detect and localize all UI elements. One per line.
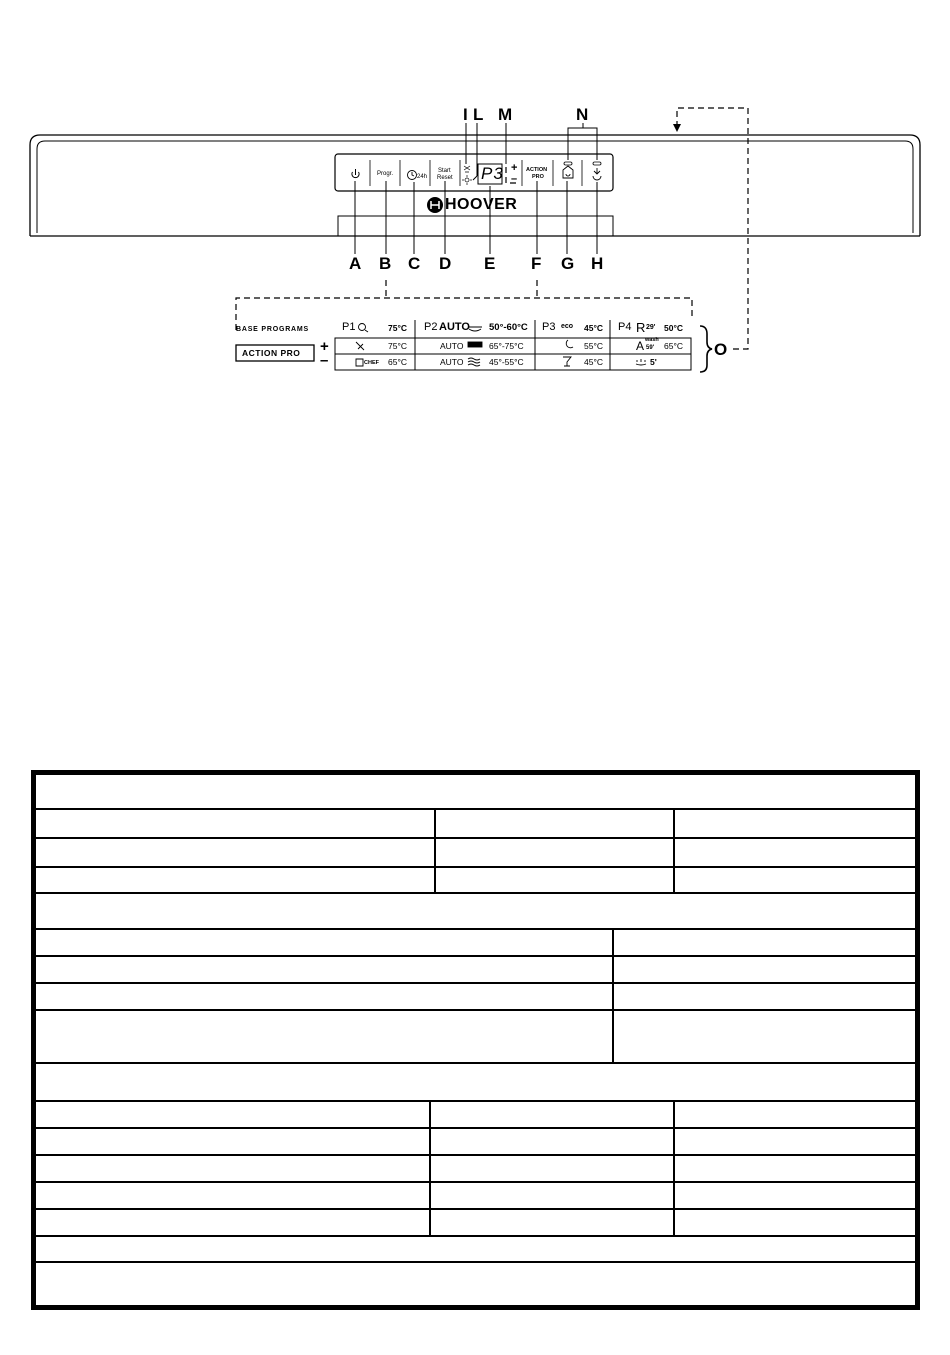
table-row	[36, 984, 915, 1011]
section-header-2	[36, 894, 915, 930]
base-programs-label: BASE PROGRAMS	[236, 326, 310, 333]
callout-O: O	[714, 340, 728, 359]
extra-dry-led	[593, 162, 601, 165]
table-row	[36, 1129, 915, 1156]
table-row	[36, 1156, 915, 1183]
dashed-brackets	[236, 105, 748, 349]
action-pro-button-label-2[interactable]: PRO	[532, 174, 544, 180]
handle-recess	[338, 216, 613, 236]
section-header-1	[36, 775, 915, 810]
start-button-label[interactable]: Start	[438, 168, 451, 174]
night-icon	[566, 340, 573, 348]
plus-button[interactable]: +	[511, 162, 518, 174]
callout-L: L	[473, 105, 484, 124]
p1-temp: 75°C	[388, 323, 407, 333]
p4-temp: 50°C	[664, 323, 683, 333]
p3-minus-temp: 45°C	[584, 357, 603, 367]
table-row	[36, 957, 915, 984]
p4-code: P4	[618, 321, 632, 333]
p4-minutes: 29'	[646, 324, 656, 331]
table-row	[36, 1102, 915, 1129]
callout-G: G	[561, 254, 575, 273]
p4-r: R	[636, 320, 646, 335]
p3-code: P3	[542, 321, 556, 333]
hoover-logo-icon	[427, 197, 443, 213]
rinse-aid-indicator-icon	[462, 175, 472, 185]
leader-lines	[355, 123, 597, 254]
p2-auto: AUTO	[439, 321, 470, 333]
half-load-led	[564, 162, 572, 165]
reset-button-label[interactable]: Reset	[437, 175, 453, 181]
table-row	[36, 1237, 915, 1263]
display-value: P3	[481, 164, 504, 183]
table-row	[36, 1011, 915, 1064]
callout-N: N	[576, 105, 589, 124]
data-sheet-table	[31, 770, 920, 1310]
p4-plus-temp: 65°C	[664, 341, 683, 351]
p2-plus-temp: 65°-75°C	[489, 341, 524, 351]
salt-indicator-icon	[464, 166, 470, 172]
action-pro-table-label: ACTION PRO	[242, 348, 301, 358]
callout-M: M	[498, 105, 513, 124]
section-header-3	[36, 1064, 915, 1102]
plate-icon	[468, 327, 482, 331]
callout-A: A	[349, 254, 362, 273]
p1-minus-chef: CHEF	[364, 360, 379, 366]
p2-minus-auto: AUTO	[440, 357, 464, 367]
callout-D: D	[439, 254, 452, 273]
arrow-head	[673, 124, 681, 132]
delicate-icon	[468, 358, 480, 366]
delay-clock-icon[interactable]	[408, 171, 417, 180]
table-row	[36, 1210, 915, 1237]
power-icon[interactable]	[352, 169, 359, 178]
callout-F: F	[531, 254, 542, 273]
brand-name: HOOVER	[445, 196, 518, 213]
table-row	[36, 1183, 915, 1210]
p1-plus-temp: 75°C	[388, 341, 407, 351]
callout-E: E	[484, 254, 496, 273]
callout-I: I	[463, 105, 468, 124]
callout-B: B	[379, 254, 392, 273]
heavy-dish-icon	[468, 342, 482, 347]
table-row	[36, 930, 915, 957]
delay-button-label[interactable]: 24h	[417, 174, 428, 180]
p3-eco: eco	[561, 323, 574, 330]
p2-code: P2	[424, 321, 438, 333]
p3-temp: 45°C	[584, 323, 603, 333]
prewash-icon	[636, 359, 646, 365]
callout-H: H	[591, 254, 604, 273]
group-brace	[700, 326, 712, 372]
table-row	[36, 810, 915, 839]
minus-button[interactable]: –	[511, 173, 518, 185]
p4-plus-a: A	[636, 339, 645, 353]
callout-C: C	[408, 254, 421, 273]
glass-icon	[563, 357, 571, 366]
intensive-pan-icon	[359, 324, 369, 333]
extra-dry-icon[interactable]	[593, 168, 601, 180]
hygiene-icon	[356, 342, 364, 350]
p4-plus-minutes: 59'	[646, 345, 655, 351]
p1-minus-temp: 65°C	[388, 357, 407, 367]
appliance-top-panel	[30, 135, 920, 236]
prog-button-label[interactable]: Progr.	[377, 171, 394, 177]
p3-plus-temp: 55°C	[584, 341, 603, 351]
p1-code: P1	[342, 321, 356, 333]
table-row	[36, 868, 915, 894]
p4-plus-wash: wash	[645, 337, 659, 343]
plus-row-sign: +	[320, 338, 329, 355]
table-row	[36, 839, 915, 868]
p2-plus-auto: AUTO	[440, 341, 464, 351]
p2-temp: 50°-60°C	[489, 322, 528, 333]
action-pro-button-label-1[interactable]: ACTION	[526, 167, 548, 173]
chef-hat-icon	[356, 359, 363, 366]
half-load-icon[interactable]	[563, 166, 573, 178]
p2-minus-temp: 45°-55°C	[489, 357, 524, 367]
p4-minus-minutes: 5'	[650, 357, 657, 367]
minus-row-sign: –	[320, 352, 329, 369]
